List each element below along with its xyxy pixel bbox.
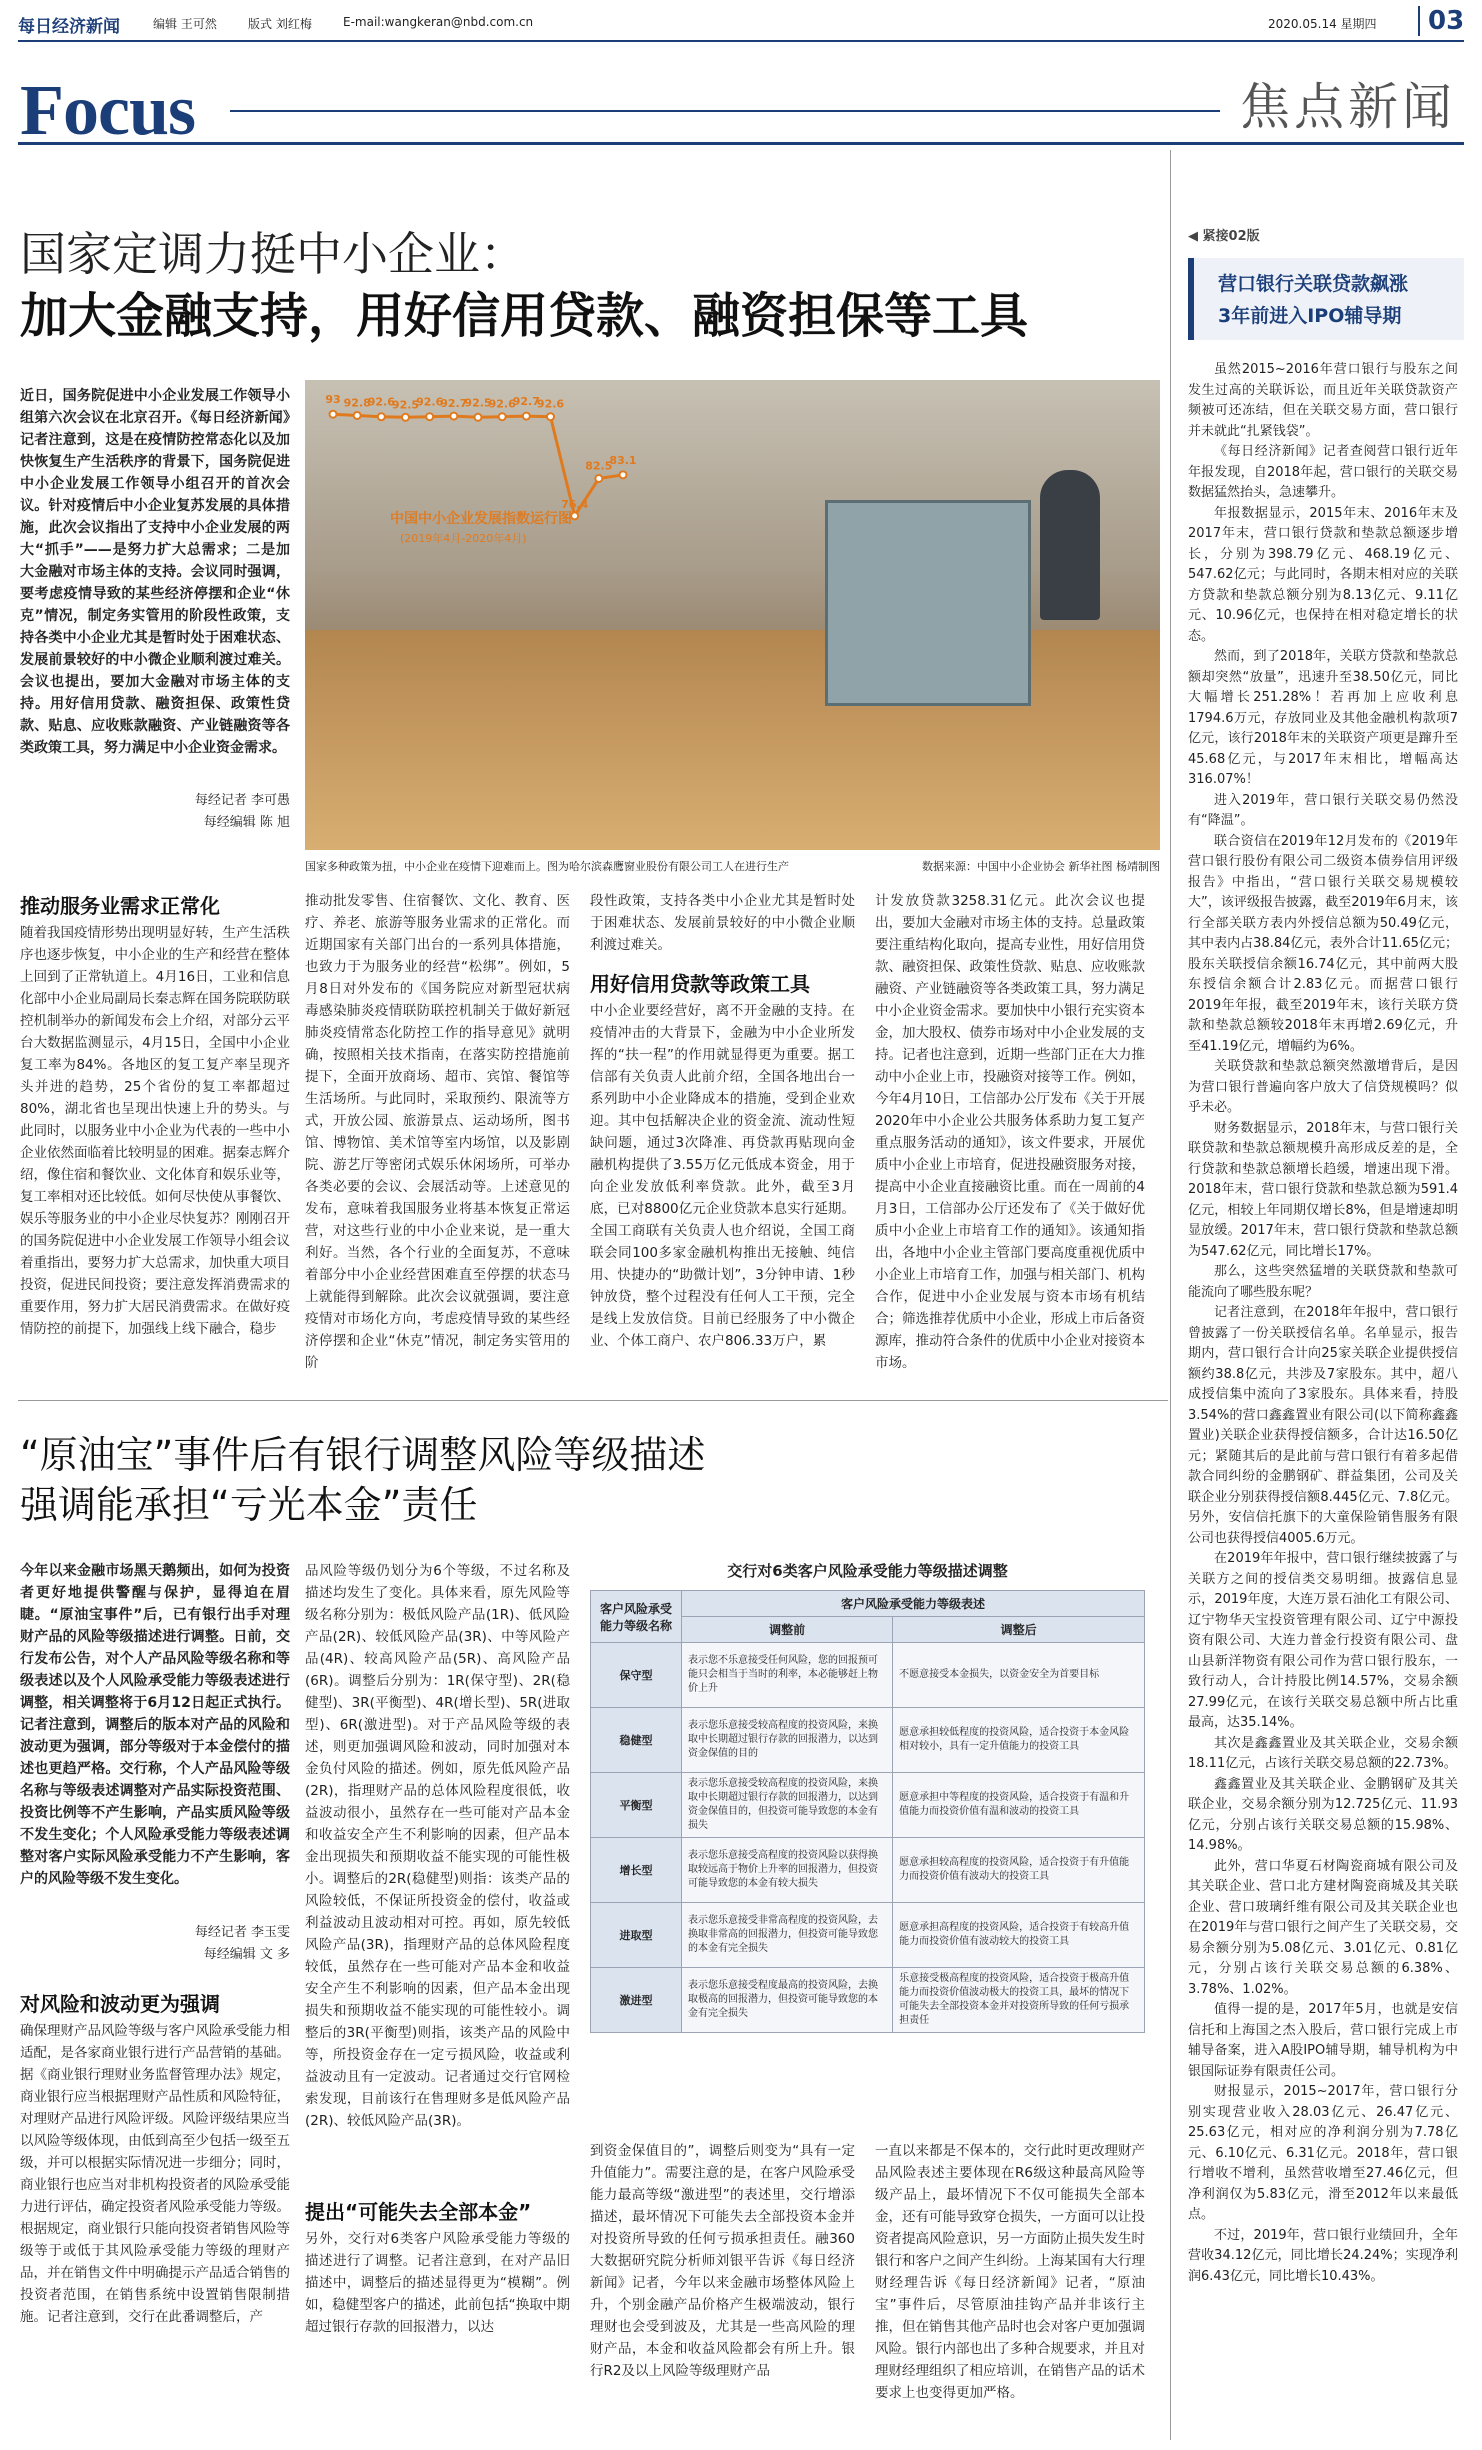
table-cell-after: 愿意承担较低程度的投资风险，适合投资于本金风险相对较小，具有一定升值能力的投资工具	[893, 1708, 1145, 1773]
second-subhead-2: 提出“可能失去全部本金”	[305, 2200, 532, 2224]
article-divider	[18, 1400, 1168, 1401]
sidebar-title	[1218, 268, 1458, 332]
chart-data-label: 76.4	[561, 497, 589, 511]
chart-data-label: 92.6	[536, 397, 565, 411]
table-row	[591, 1708, 1145, 1773]
second-headline-line2: 强调能承担“亏光本金”责任	[20, 1483, 478, 1527]
chart-point	[499, 413, 506, 420]
main-headline-line1: 国家定调力挺中小企业：	[20, 227, 526, 281]
sidebar-paragraph: 联合资信在2019年12月发布的《2019年营口银行股份有限公司二级资本债券信用评级报告》中指出，“营口银行关联交易规模较大”，该评级报告披露，截至2019年6月末，该行全部关联方表内外授信总额为50.49亿元，其中表内占38.84亿元，表外合计11.65亿元；股东关联授信余额16.74亿元，其中前两大股东授信余额合计2.83亿元。而据营口银行2019年年报，截至2019年末，该行关联方贷款和垫款总额较2018年末再增2.69亿元，升至41.19亿元，增幅约为6%。	[1188, 833, 1458, 1054]
chart-point	[571, 512, 578, 519]
sidebar-divider	[1170, 150, 1171, 2440]
sidebar-paragraph: 值得一提的是，2017年5月，也就是安信信托和上海国之杰入股后，营口银行完成上市辅导备案，进入A股IPO辅导期，辅导机构为中银国际证券有限责任公司。	[1188, 2002, 1458, 2079]
sidebar-title-line2: 3年前进入IPO辅导期	[1218, 305, 1402, 327]
main-byline-editor: 每经编辑 陈 旭	[203, 815, 290, 830]
table-cell-after: 愿意承担较高程度的投资风险，适合投资于有升值能力而投资价值有波动大的投资工具	[893, 1838, 1145, 1903]
sidebar-paragraph: 关联贷款和垫款总额突然激增背后，是因为营口银行普遍向客户放大了信贷规模吗？似乎未必。	[1188, 1059, 1458, 1115]
table-title: 交行对6类客户风险承受能力等级描述调整	[727, 1562, 1008, 1580]
sidebar-title-line1: 营口银行关联贷款飙涨	[1218, 273, 1409, 295]
page-number: 03	[1418, 6, 1464, 36]
second-headline-line1: “原油宝”事件后有银行调整风险等级描述	[20, 1433, 706, 1477]
sidebar-paragraph: 然而，到了2018年，关联方贷款和垫款总额却突然“放量”，迅速升至38.50亿元，同比大幅增长251.28%！若再加上应收利息1794.6万元，存放同业及其他金融机构款项7亿元，该行2018年末的关联资产项更是蹿升至45.68亿元，与2017年末相比，增幅高达316.07%！	[1188, 649, 1458, 787]
chart-data-label: 92.6	[488, 397, 516, 411]
chart-data-label: 92.7	[440, 397, 468, 411]
table-header-level: 客户风险承受能力等级名称	[591, 1591, 682, 1643]
chart-data-label: 92.8	[343, 396, 371, 410]
second-col-2: 品风险等级仍划分为6个等级，不过名称及描述均发生了变化。具体来看，原先风险等级名称分别为：极低风险产品(1R)、低风险产品(2R)、较低风险产品(3R)、中等风险产品(4R)、较高风险产品(5R)、高风险产品(6R)。调整后分别为：1R(保守型)、2R(稳健型)、3R(平衡型)、4R(增长型)、5R(进取型)、6R(激进型)。对于产品风险等级的表述，则更加强调风险和波动，同时加强对本金负付风险的描述。例如，原先低风险产品(2R)，指理财产品的总体风险程度很低，收益波动很小，虽然存在一些可能对产品本金和收益安全产生不利影响的因素，但产品本金出现损失和预期收益不能实现的可能性极小。调整后的2R(稳健型)则指：该类产品的风险较低，不保证所投资金的偿付，收益或利益波动且波动相对可控。再如，原先较低风险产品(3R)，指理财产品的总体风险程度较低，虽然存在一些可能对产品本金和收益安全产生不利影响的因素，但产品本金出现损失和预期收益不能实现的可能性较小。调整后的3R(平衡型)则指，该类产品的风险中等，所投资金存在一定亏损风险，收益或利益波动且有一定波动。记者通过交行官网检索发现，目前该行在售理财多是低风险产品(2R)、较低风险产品(3R)。	[305, 1563, 570, 2129]
main-lead: 近日，国务院促进中小企业发展工作领导小组第六次会议在北京召开。《每日经济新闻》记者注意到，这是在疫情防控常态化以及加快恢复生产生活秩序的背景下，国务院促进中小企业发展工作领导小组召开的首次会议。针对疫情后中小企业复苏发展的具体措施，此次会议指出了支持中小企业发展的两大“抓手”——是努力扩大总需求；二是加大金融对市场主体的支持。会议同时强调，要考虑疫情导致的某些经济停摆和企业“休克”情况，制定务实管用的阶段性政策，支持各类中小企业尤其是暂时处于困难状态、发展前景较好的中小微企业顺利渡过难关。会议也提出，要加大金融对市场主体的支持。用好信用贷款、融资担保、政策性贷款、贴息、应收账款融资、产业链融资等各类政策工具，努力满足中小企业资金需求。	[20, 388, 290, 755]
sidebar-paragraph: 财报显示，2015~2017年，营口银行分别实现营业收入28.03亿元、26.47亿元、25.63亿元，相对应的净利润分别为7.78亿元、6.10亿元、6.31亿元。2018年，营口银行增收不增利，虽然营收增至27.46亿元，但净利润仅为5.83亿元，滑至2012年以来最低点。	[1188, 2084, 1458, 2222]
table-cell-level: 保守型	[591, 1643, 682, 1708]
chart-source: 数据来源：中国中小企业协会 新华社图 杨靖制图	[922, 860, 1160, 873]
main-subhead-1: 推动服务业需求正常化	[20, 894, 220, 918]
second-byline-reporter: 每经记者 李玉雯	[194, 1925, 290, 1940]
table-cell-before: 表示您乐意接受较高程度的投资风险，来换取中长期超过银行存款的回报潜力，以达到资金保值目的，但投资可能导致您的本金有损失	[682, 1773, 893, 1838]
table-cell-level: 稳健型	[591, 1708, 682, 1773]
table-header-group: 客户风险承受能力等级表述	[682, 1591, 1145, 1617]
table-cell-level: 平衡型	[591, 1773, 682, 1838]
main-headline-line2: 加大金融支持，用好信用贷款、融资担保等工具	[20, 288, 1029, 344]
second-col-1: 确保理财产品风险等级与客户风险承受能力相适配，是各家商业银行进行产品营销的基础。据《商业银行理财业务监督管理办法》规定，商业银行应当根据理财产品性质和风险特征，对理财产品进行风险评级。风险评级结果应当以风险等级体现，由低到高至少包括一级至五级，并可以根据实际情况进一步细分；同时，商业银行也应当对非机构投资者的风险承受能力进行评估，确定投资者风险承受能力等级。根据规定，商业银行只能向投资者销售风险等级等于或低于其风险承受能力等级的理财产品，并在销售文件中明确提示产品适合销售的投资者范围，在销售系统中设置销售限制措施。记者注意到，交行在此番调整后，产	[20, 2023, 290, 2325]
designer-credit: 版式 刘红梅	[248, 17, 312, 31]
issue-date: 2020.05.14 星期四	[1268, 17, 1377, 31]
chart-data-label: 92.5	[464, 396, 492, 410]
second-col-2-bottom: 另外，交行对6类客户风险承受能力等级的描述进行了调整。记者注意到，在对产品旧描述中，调整后的描述显得更为“模糊”。例如，稳健型客户的描述，此前包括“换取中期超过银行存款的回报潜力，以达	[305, 2231, 570, 2335]
section-title-cn: 焦点新闻	[1240, 78, 1456, 136]
chart-data-label: 93	[325, 393, 341, 407]
risk-table	[590, 1590, 1145, 2033]
chart-point	[426, 413, 433, 420]
chart-data-label: 82.5	[585, 459, 613, 473]
sidebar-body	[1188, 360, 1458, 2440]
main-byline-reporter: 每经记者 李可愚	[194, 793, 290, 808]
chart-point	[378, 413, 385, 420]
chart-point	[450, 413, 457, 420]
second-col-3-bottom: 到资金保值目的”，调整后则变为“具有一定升值能力”。需要注意的是，在客户风险承受能力最高等级“激进型”的表述里，交行增添描述，最坏情况下可能失去全部投资本金并对投资所导致的任何亏损承担责任。融360大数据研究院分析师刘银平告诉《每日经济新闻》记者，今年以来金融市场整体风险上升，个别金融产品价格产生极端波动，银行理财也会受到波及，尤其是一些高风险的理财产品，本金和收益风险都会有所上升。银行R2及以上风险等级理财产品	[590, 2143, 855, 2379]
table-cell-after: 乐意接受极高程度的投资风险，适合投资于极高升值能力而投资价值波动极大的投资工具，最坏的情况下可能失去全部投资本金并对投资所导致的任何亏损承担责任	[893, 1968, 1145, 2033]
table-cell-after: 不愿意接受本金损失，以资金安全为首要目标	[893, 1643, 1145, 1708]
sidebar-paragraph: 不过，2019年，营口银行业绩回升，全年营收34.12亿元，同比增长24.24%；实现净利润6.43亿元，同比增长10.43%。	[1188, 2227, 1458, 2284]
table-cell-after: 愿意承担高程度的投资风险，适合投资于有较高升值能力而投资价值有波动较大的投资工具	[893, 1903, 1145, 1968]
masthead	[18, 6, 1465, 42]
table-cell-before: 表示您乐意接受高程度的投资风险以获得换取较远高于物价上升率的回报潜力，但投资可能导致您的本金有较大损失	[682, 1838, 893, 1903]
sidebar-paragraph: 此外，营口华夏石材陶瓷商城有限公司及其关联企业、营口北方建材陶瓷商城及其关联企业、营口玻璃纤维有限公司及其关联企业也在2019年与营口银行之间产生了关联交易，交易余额分别为5.08亿元、3.01亿元、0.81亿元，分别占该行关联交易总额的6.38%、3.78%、1.02%。	[1188, 1858, 1458, 1997]
sidebar-paragraph: 年报数据显示，2015年末、2016年末及2017年末，营口银行贷款和垫款总额逐步增长，分别为398.79亿元、468.19亿元、547.62亿元；与此同时，各期末相对应的关联方贷款和垫款总额分别为8.13亿元、9.11亿元、10.96亿元，也保持在相对稳定增长的状态。	[1188, 505, 1458, 644]
table-header-before: 调整前	[682, 1617, 893, 1643]
chart-point	[595, 475, 602, 482]
chart-data-label: 92.6	[416, 395, 444, 409]
table-row	[591, 1903, 1145, 1968]
main-col-4: 计发放贷款3258.31亿元。此次会议也提出，要加大金融对市场主体的支持。总量政策要注重结构化取向，提高专业性，用好信用贷款、融资担保、政策性贷款、贴息、应收账款融资、产业链融资等各类政策工具，努力满足中小企业资金需求。要加快中小银行充实资本金，加大股权、债券市场对中小企业发展的支持。记者也注意到，近期一些部门正在大力推动中小企业上市，投融资对接等工作。例如，今年4月10日，工信部办公厅发布《关于开展2020年中小企业公共服务体系助力复工复产重点服务活动的通知》，该文件要求，开展优质中小企业上市培育，促进投融资服务对接，提高中小企业直接融资比重。而在一周前的4月3日，工信部办公厅还发布了《关于做好优质中小企业上市培育工作的通知》。该通知指出，各地中小企业主管部门要高度重视优质中小企业上市培育工作，加强与相关部门、机构合作，促进中小企业发展与资本市场有机结合；筛选推荐优质中小企业，形成上市后备资源库，推动符合条件的优质中小企业对接资本市场。	[875, 893, 1145, 1371]
paper-name: 每日经济新闻	[18, 17, 120, 37]
chart-point	[475, 414, 482, 421]
table-cell-level: 进取型	[591, 1903, 682, 1968]
sidebar-paragraph: 进入2019年，营口银行关联交易仍然没有“降温”。	[1188, 792, 1458, 828]
sidebar-paragraph: 财务数据显示，2018年末，与营口银行关联贷款和垫款总额规模升高形成反差的是，全行贷款和垫款总额增长趋缓，增速出现下滑。2018年末，营口银行贷款和垫款总额为591.4亿元，相较上年同期仅增长8%，但是增速却明显放缓。2017年末，营口银行贷款和垫款总额为547.62亿元，同比增长17%。	[1188, 1120, 1458, 1259]
main-col-3-top: 段性政策，支持各类中小企业尤其是暂时处于困难状态、发展前景较好的中小微企业顺利渡过难关。	[590, 893, 855, 953]
table-cell-level: 增长型	[591, 1838, 682, 1903]
chart-point	[620, 471, 627, 478]
sidebar-paragraph: 虽然2015~2016年营口银行与股东之间发生过高的关联诉讼，而且近年关联贷款资产频被可还冻结，但在关联交易方面，营口银行并未就此“扎紧钱袋”。	[1188, 362, 1458, 439]
table-cell-level: 激进型	[591, 1968, 682, 2033]
chart-data-label: 83.1	[609, 453, 637, 467]
sidebar-paragraph: 记者注意到，在2018年年报中，营口银行曾披露了一份关联授信名单。名单显示，报告期内，营口银行合计向25家关联企业提供授信额约38.8亿元，共涉及7家股东。其中，超八成授信集中流向了3家股东。具体来看，持股3.54%的营口鑫鑫置业有限公司(以下简称鑫鑫置业)关联企业获得授信额多，合计达16.50亿元；紧随其后的是此前与营口银行有着多起借款合同纠纷的金鹏钢矿、群益集团，公司及关联企业分别获得授信额8.445亿元、7.8亿元。另外，安信信托旗下的大童保险销售服务有限公司也获得授信4005.6万元。	[1188, 1305, 1458, 1546]
chart-subtitle: (2019年4月-2020年4月)	[400, 532, 527, 545]
photo-caption: 国家多种政策为扭，中小企业在疫情下迎难而上。图为哈尔滨森鹰窗业股份有限公司工人在进行生产	[305, 860, 789, 873]
sidebar-paragraph: 那么，这些突然猛增的关联贷款和垫款可能流向了哪些股东呢？	[1188, 1264, 1458, 1300]
main-subhead-2: 用好信用贷款等政策工具	[590, 972, 810, 996]
risk-table-wrapper	[590, 1590, 1145, 2125]
sidebar-paragraph: 鑫鑫置业及其关联企业、金鹏钢矿及其关联企业，交易余额分别为12.725亿元、11.93亿元，分别占该行关联交易总额的15.98%、14.98%。	[1188, 1776, 1458, 1853]
main-col-1: 随着我国疫情形势出现明显好转，生产生活秩序也逐步恢复，中小企业的生产和经营在整体上回到了正常轨道上。4月16日，工业和信息化部中小企业局副局长秦志辉在国务院联防联控机制举办的新闻发布会上介绍，对部分云平台大数据监测显示，4月15日，全国中小企业复工率为84%。各地区的复工复产率呈现齐头并进的趋势，25个省份的复工率都超过80%，湖北省也呈现出快速上升的势头。与此同时，以服务业中小企业为代表的一些中小企业依然面临着比较明显的困难。据秦志辉介绍，像住宿和餐饮业、文化体育和娱乐业等，复工率相对还比较低。如何尽快使从事餐饮、娱乐等服务业的中小企业尽快复苏？刚刚召开的国务院促进中小企业发展工作领导小组会议着重指出，要努力扩大总需求，加快重大项目投资，促进民间投资；要注意发挥消费需求的重要作用，努力扩大居民消费需求。在做好疫情防控的前提下，加强线上线下融合，稳步	[20, 925, 290, 1337]
chart-marks	[325, 393, 636, 519]
chart-point	[523, 413, 530, 420]
chart-data-label: 92.6	[367, 395, 395, 409]
table-cell-before: 表示您不乐意接受任何风险，您的回报预可能只会相当于当时的利率，本必能够赶上物价上升	[682, 1643, 893, 1708]
chart-point	[354, 412, 361, 419]
table-row	[591, 1643, 1145, 1708]
editor-credit: 编辑 王可然	[153, 17, 217, 31]
main-col-2: 推动批发零售、住宿餐饮、文化、教育、医疗、养老、旅游等服务业需求的正常化。而近期国家有关部门出台的一系列具体措施，也致力于为服务业的经营“松绑”。例如，5月8日对外发布的《国务院应对新型冠状病毒感染肺炎疫情联防联控机制关于做好新冠肺炎疫情常态化防控工作的指导意见》就明确，按照相关技术指南，在落实防控措施前提下，全面开放商场、超市、宾馆、餐馆等生活场所。与此同时，采取预约、限流等方式，开放公园、旅游景点、运动场所，图书馆、博物馆、美术馆等室内场馆，以及影剧院、游艺厅等密闭式娱乐休闲场所，可举办各类必要的会议、会展活动等。上述意见的发布，意味着我国服务业将基本恢复正常运营，对这些行业的中小企业来说，是一重大利好。当然，各个行业的全面复苏，不意味着部分中小企业经营困难直至停摆的状态马上就能得到解除。此次会议就强调，要注意疫情对市场化方向，考虑疫情导致的某些经济停摆和企业“休克”情况，制定务实管用的阶	[305, 893, 570, 1371]
second-lead: 今年以来金融市场黑天鹅频出，如何为投资者更好地提供警醒与保护，显得迫在眉睫。“原油宝事件”后，已有银行出手对理财产品的风险等级描述进行调整。日前，交行发布公告，对个人产品风险等级名称和等级表述以及个人风险承受能力等级表述进行调整，相关调整将于6月12日起正式执行。记者注意到，调整后的版本对产品的风险和波动更为强调，部分等级对于本金偿付的描述也更趋严格。交行称，个人产品风险等级名称与等级表述调整对产品实际投资范围、投资比例等不产生影响，产品实质风险等级不发生变化；个人风险承受能力等级表述调整对客户实际风险承受能力不产生影响，客户的风险等级不发生变化。	[20, 1563, 290, 1887]
chart-title: 中国中小企业发展指数运行图	[390, 511, 572, 527]
table-row	[591, 1773, 1145, 1838]
continued-tag: ◀ 紧接02版	[1188, 229, 1260, 244]
section-divider	[18, 142, 1464, 145]
main-col-3: 中小企业要经营好，离不开金融的支持。在疫情冲击的大背景下，金融为中小企业所发挥的“扶一程”的作用就显得更为重要。据工信部有关负责人此前介绍，全国各地出台一系列助中小企业降成本的措施，受到企业欢迎。其中包括解决企业的资金流、流动性短缺问题，通过3次降准、再贷款再贴现向金融机构提供了3.55万亿元低成本资金，用于向企业发放低利率贷款。此外，截至3月底，已对8800亿元企业贷款本息实行延期。全国工商联有关负责人也介绍说，全国工商联会同100多家金融机构推出无接触、纯信用、快捷办的“助微计划”，3分钟申请、1秒钟放贷，整个过程没有任何人工干预，完全是线上发放信贷。目前已经服务了中小微企业、个体工商户、农户806.33万户，累	[590, 1003, 855, 1349]
table-cell-before: 表示您乐意接受非常高程度的投资风险，去换取非常高的回报潜力，但投资可能导致您的本金有完全损失	[682, 1903, 893, 1968]
contact-email[interactable]: E-mail:wangkeran@nbd.com.cn	[343, 15, 534, 29]
table-cell-after: 愿意承担中等程度的投资风险，适合投资于有温和升值能力而投资价值有温和波动的投资工具	[893, 1773, 1145, 1838]
second-subhead-1: 对风险和波动更为强调	[20, 1992, 220, 2016]
chart-point	[330, 411, 337, 418]
factory-photo	[305, 380, 1160, 850]
chart-point	[547, 413, 554, 420]
table-cell-before: 表示您乐意接受较高程度的投资风险，来换取中长期超过银行存款的回报潜力，以达到资金保值的目的	[682, 1708, 893, 1773]
sidebar-paragraph: 在2019年年报中，营口银行继续披露了与关联方之间的授信类交易明细。披露信息显示，2019年度，大连万景石油化工有限公司、辽宁物华天宝投资管理有限公司、辽宁中源投资有限公司、大连力普金行投资有限公司、盘山县新洋物资有限公司作为营口银行股东，一致行动人，合计持股比例14.57%，交易余额27.99亿元，在该行关联交易总额中所占比重最高，达35.14%。	[1188, 1551, 1458, 1730]
table-header-after: 调整后	[893, 1617, 1145, 1643]
header-rule	[230, 110, 1220, 112]
chart-point	[402, 414, 409, 421]
sidebar-paragraph: 《每日经济新闻》记者查阅营口银行近年年报发现，自2018年起，营口银行的关联交易数据猛然抬头，急速攀升。	[1188, 444, 1458, 500]
chart-data-label: 92.7	[512, 395, 540, 409]
table-cell-before: 表示您乐意接受程度最高的投资风险，去换取极高的回报潜力，但投资可能导致您的本金有完全损失	[682, 1968, 893, 2033]
chart-data-label: 92.5	[391, 398, 420, 412]
sidebar-paragraph: 其次是鑫鑫置业及其关联企业，交易余额18.11亿元，占该行关联交易总额的22.73%。	[1188, 1735, 1458, 1771]
second-col-4-bottom: 一直以来都是不保本的，交行此时更改理财产品风险表述主要体现在R6级这种最高风险等级产品上，最坏情况下不仅可能损失全部本金，还有可能导致穿仓损失，一方面可以让投资者提高风险意识，另一方面防止损失发生时银行和客户之间产生纠纷。上海某国有大行理财经理告诉《每日经济新闻》记者，“原油宝”事件后，尽管原油挂钩产品并非该行主推，但在销售其他产品时也会对客户更加强调风险。银行内部也出了多种合规要求，并且对理财经理组织了相应培训，在销售产品的话术要求上也变得更加严格。	[875, 2143, 1145, 2401]
table-row	[591, 1838, 1145, 1903]
section-logo-en: Focus	[20, 70, 195, 150]
sme-index-chart	[305, 380, 1160, 850]
second-byline-editor: 每经编辑 文 多	[203, 1947, 290, 1962]
table-row	[591, 1968, 1145, 2033]
